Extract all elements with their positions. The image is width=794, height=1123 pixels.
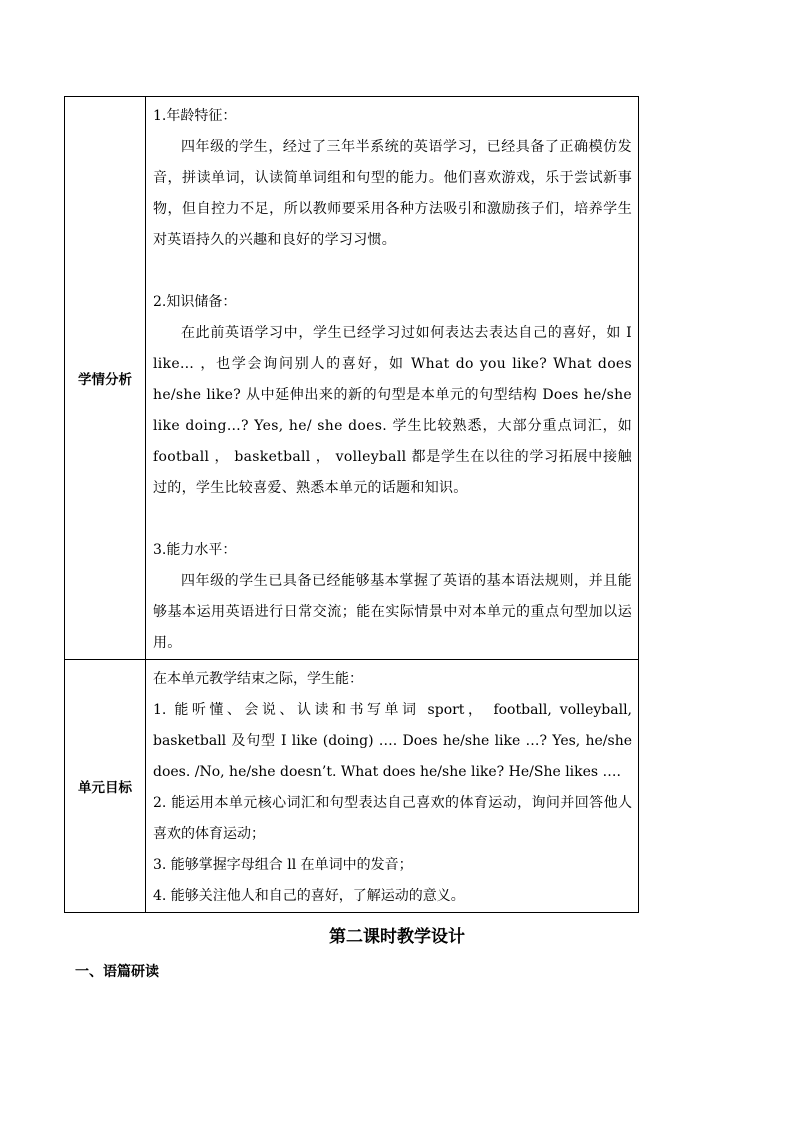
age-characteristics-title: 1.年龄特征： bbox=[153, 108, 237, 124]
unit-goal-item: 3. 能够掌握字母组合 ll 在单词中的发音； bbox=[153, 857, 413, 873]
unit-goal-item: 2. 能运用本单元核心词汇和句型表达自己喜欢的体育运动，询问并回答他人喜欢的体育运动； bbox=[153, 795, 632, 842]
unit-goal-item: 4. 能够关注他人和自己的喜好，了解运动的意义。 bbox=[153, 888, 465, 904]
knowledge-reserve-text: 在此前英语学习中，学生已经学习过如何表达去表达自己的喜好，如 I like… ，也学会询问别人的喜好，如 What do you like? What does he/she like? 从中延伸出来的新的句型是本单元的句型结构 Does he/she like doing…? Yes, he/ she does. 学生比较熟悉，大部分重点词汇，如 football ， basketball ， volleyball 都是学生在以往的学习拓展中接触过的，学生比较喜爱、熟悉本单元的话题和知识。 bbox=[153, 325, 632, 496]
age-characteristics-text: 四年级的学生，经过了三年半系统的英语学习，已经具备了正确模仿发音，拼读单词，认读简单词组和句型的能力。他们喜欢游戏，乐于尝试新事物，但自控力不足，所以教师要采用各种方法吸引和激励孩子们，培养学生对英语持久的兴趣和良好的学习习惯。 bbox=[153, 139, 632, 248]
unit-goals-row bbox=[65, 660, 639, 913]
unit-goals-content bbox=[146, 660, 639, 913]
unit-goals-intro: 在本单元教学结束之际，学生能： bbox=[153, 671, 363, 687]
lesson-plan-table bbox=[64, 96, 639, 913]
unit-goal-item: 1. 能听懂、会说、认读和书写单词 sport， football, volleyball, basketball 及句型 I like (doing) …. Does he/she like …? Yes, he/she does. /No, he/she doesn’t. What does he/she like? He/She likes …. bbox=[153, 702, 632, 780]
section-heading: 一、语篇研读 bbox=[75, 964, 159, 980]
paragraph-gap bbox=[153, 504, 632, 535]
lesson-title: 第二课时教学设计 bbox=[329, 927, 465, 947]
student-analysis-row bbox=[65, 97, 639, 660]
paragraph-gap bbox=[153, 256, 632, 287]
knowledge-reserve-title: 2.知识储备： bbox=[153, 294, 237, 310]
ability-level-text: 四年级的学生已具备已经能够基本掌握了英语的基本语法规则，并且能够基本运用英语进行日常交流；能在实际情景中对本单元的重点句型加以运用。 bbox=[153, 573, 632, 651]
unit-goals-label: 单元目标 bbox=[65, 660, 146, 913]
ability-level-title: 3.能力水平： bbox=[153, 542, 237, 558]
student-analysis-content bbox=[146, 97, 639, 660]
student-analysis-label: 学情分析 bbox=[65, 97, 146, 660]
